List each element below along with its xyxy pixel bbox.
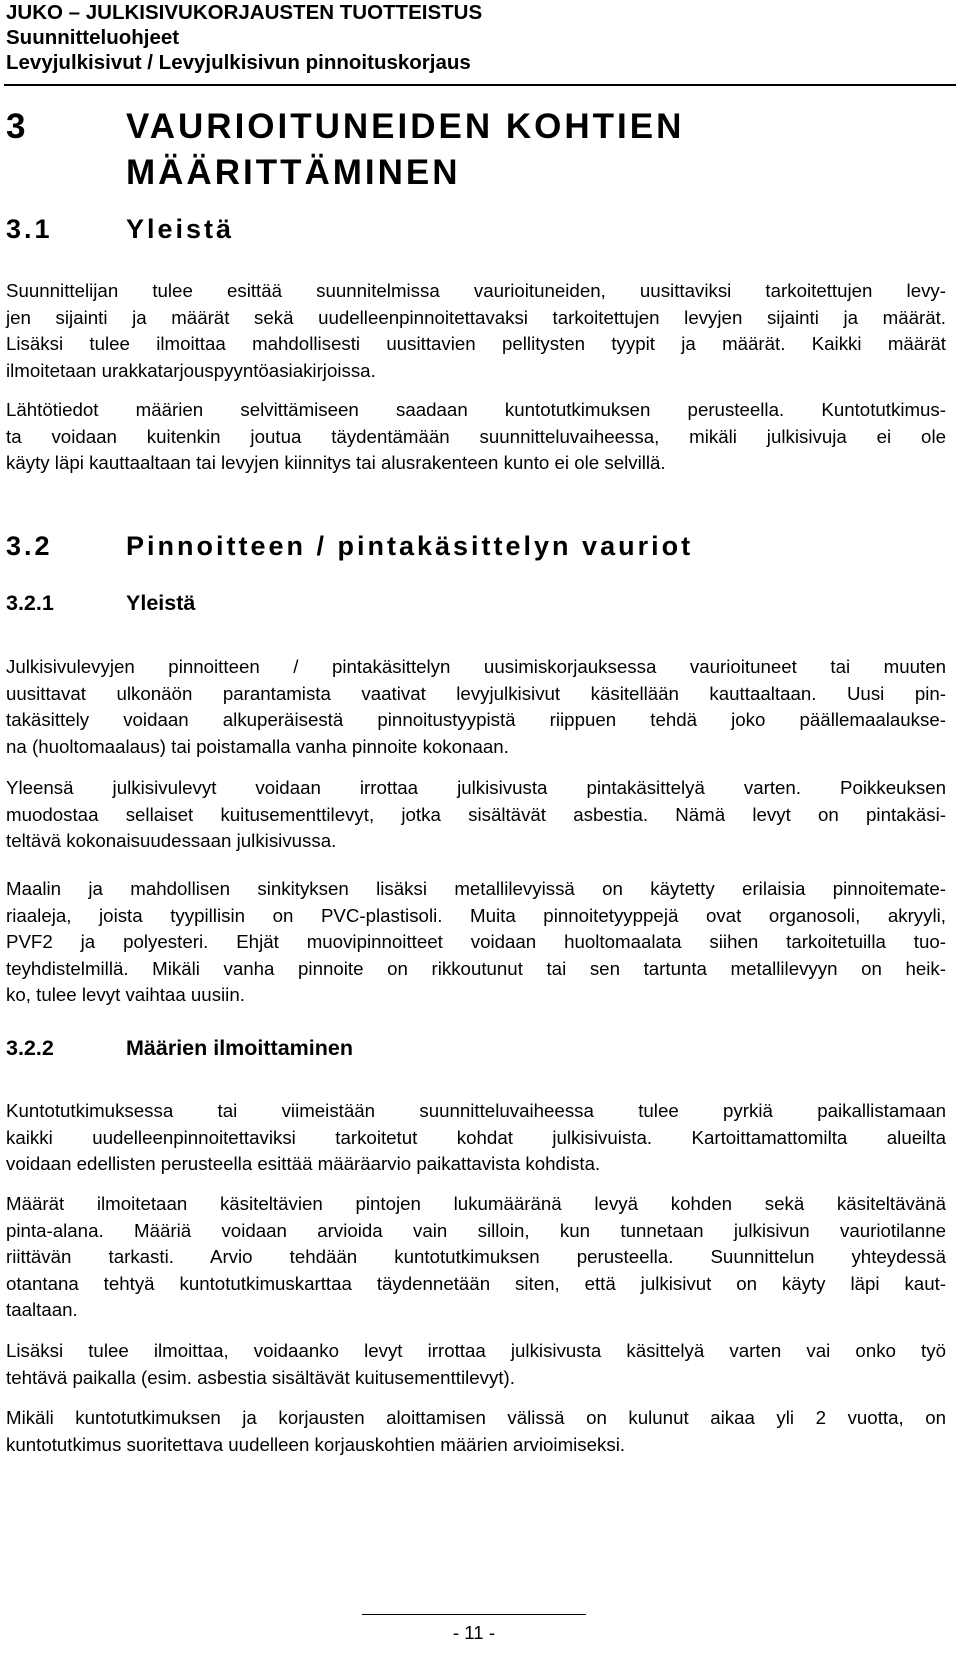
paragraph-3-1-b bbox=[6, 397, 946, 477]
text-line: riittävän tarkasti. Arvio tehdään kuntotutkimuksen perusteella. Suunnittelun yhteydessä bbox=[6, 1246, 946, 1267]
text-line: taaltaan. bbox=[6, 1299, 78, 1320]
subsection-number: 3.2.2 bbox=[6, 1036, 54, 1060]
subsection-number: 3.2.1 bbox=[6, 591, 54, 615]
header-line-2: Suunnitteluohjeet bbox=[6, 26, 180, 49]
text-line: uusittavat ulkonäön parantamista vaativat levyjulkisivut käsitellään kauttaaltaan. Uusi pin- bbox=[6, 682, 946, 704]
text-line: ta voidaan kuitenkin joutua täydentämään suunnitteluvaiheessa, mikäli julkisivuja ei ole bbox=[6, 425, 946, 447]
text-line: Lisäksi tulee ilmoittaa, voidaanko levyt irrottaa julkisivusta käsittelyä varten vai onko työ bbox=[6, 1340, 946, 1361]
footer-divider bbox=[362, 1614, 586, 1615]
text-line: Kuntotutkimuksessa tai viimeistään suunnitteluvaiheessa tulee pyrkiä paikallistamaan bbox=[6, 1100, 946, 1121]
text-line: ilmoitetaan urakkatarjouspyyntöasiakirjoissa. bbox=[6, 359, 376, 381]
paragraph-3-2-1-b bbox=[6, 775, 946, 855]
text-line: tehtävä paikalla (esim. asbestia sisältävät kuitusementtilevyt). bbox=[6, 1366, 515, 1388]
chapter-title: VAURIOITUNEIDEN KOHTIEN MÄÄRITTÄMINEN bbox=[126, 107, 685, 192]
paragraph-3-2-2-d bbox=[6, 1405, 946, 1458]
subsection-title: Yleistä bbox=[126, 591, 196, 615]
text-line: ko, tulee levyt vaihtaa uusiin. bbox=[6, 984, 245, 1005]
subsection-title: Määrien ilmoittaminen bbox=[126, 1036, 353, 1060]
text-line: Yleensä julkisivulevyt voidaan irrottaa julkisivusta pintakäsittelyä varten. Poikkeuksen bbox=[6, 777, 946, 798]
text-line: käyty läpi kauttaaltaan tai levyjen kiinnitys tai alusrakenteen kunto ei ole selvillä. bbox=[6, 452, 666, 473]
text-line: Maalin ja mahdollisen sinkityksen lisäksi metallilevyissä on käytetty erilaisia pinnoitemate- bbox=[6, 878, 946, 899]
text-line: jen sijainti ja määrät sekä uudelleenpinnoitettavaksi tarkoitettujen levyjen sijainti ja määrät. bbox=[6, 306, 946, 328]
chapter-number: 3 bbox=[6, 107, 29, 146]
text-line: teyhdistelmillä. Mikäli vanha pinnoite on rikkoutunut tai sen tartunta metallilevyyn on heik- bbox=[6, 957, 946, 979]
page-number: - 11 - bbox=[452, 1622, 496, 1643]
paragraph-3-2-1-a bbox=[6, 654, 946, 760]
running-header bbox=[6, 0, 956, 75]
text-line: kuntotutkimus suoritettava uudelleen korjauskohtien määrien arvioimiseksi. bbox=[6, 1433, 626, 1455]
text-line: voidaan edellisten perusteella esittää määräarvio paikattavista kohdista. bbox=[6, 1153, 601, 1174]
text-line: Määrät ilmoitetaan käsiteltävien pintojen lukumääränä levyä kohden sekä käsiteltävänä bbox=[6, 1193, 946, 1214]
text-line: Suunnittelijan tulee esittää suunnitelmissa vaurioituneiden, uusittaviksi tarkoitettujen levy- bbox=[6, 280, 946, 301]
text-line: otantana tehtyä kuntotutkimuskarttaa täydennetään siten, että julkisivut on käyty läpi kaut- bbox=[6, 1272, 946, 1294]
text-line: pinta-alana. Määriä voidaan arvioida vain silloin, kun tunnetaan julkisivun vauriotilanne bbox=[6, 1219, 946, 1241]
header-line-3: Levyjulkisivut / Levyjulkisivun pinnoituskorjaus bbox=[6, 51, 471, 74]
text-line: Julkisivulevyjen pinnoitteen / pintakäsittelyn uusimiskorjauksessa vaurioituneet tai muuten bbox=[6, 656, 946, 677]
paragraph-3-1-a bbox=[6, 278, 946, 384]
header-line-1: JUKO – JULKISIVUKORJAUSTEN TUOTTEISTUS bbox=[6, 1, 483, 24]
text-line: PVF2 ja polyesteri. Ehjät muovipinnoitteet voidaan huoltomaalata siihen tarkoitetuilla tuo- bbox=[6, 931, 946, 952]
paragraph-3-2-2-a bbox=[6, 1098, 946, 1178]
section-title: Pinnoitteen / pintakäsittelyn vauriot bbox=[126, 531, 694, 561]
text-line: riaaleja, joista tyypillisin on PVC-plastisoli. Muita pinnoitetyyppejä ovat organosoli, akryyli, bbox=[6, 904, 946, 926]
header-divider bbox=[4, 84, 956, 86]
section-title: Yleistä bbox=[126, 214, 235, 244]
text-line: muodostaa sellaiset kuitusementtilevyt, jotka sisältävät asbestia. Nämä levyt on pintakäsi- bbox=[6, 803, 946, 825]
text-line: teltävä kokonaisuudessaan julkisivussa. bbox=[6, 830, 337, 851]
section-number: 3.2 bbox=[6, 531, 53, 561]
section-number: 3.1 bbox=[6, 214, 53, 244]
paragraph-3-2-2-b bbox=[6, 1191, 946, 1324]
text-line: Lähtötiedot määrien selvittämiseen saadaan kuntotutkimuksen perusteella. Kuntotutkimus- bbox=[6, 399, 946, 420]
text-line: Mikäli kuntotutkimuksen ja korjausten aloittamisen välissä on kulunut aikaa yli 2 vuotta, on bbox=[6, 1407, 946, 1428]
text-line: kaikki uudelleenpinnoitettaviksi tarkoitetut kohdat julkisivuista. Kartoittamattomilta alueilta bbox=[6, 1126, 946, 1148]
paragraph-3-2-2-c bbox=[6, 1338, 946, 1391]
text-line: na (huoltomaalaus) tai poistamalla vanha pinnoite kokonaan. bbox=[6, 735, 509, 757]
text-line: takäsittely voidaan alkuperäisestä pinnoitustyypistä riippuen tehdä joko päällemaalaukse- bbox=[6, 709, 946, 730]
text-line: Lisäksi tulee ilmoittaa mahdollisesti uusittavien pellitysten tyypit ja määrät. Kaikki määrät bbox=[6, 333, 946, 354]
paragraph-3-2-1-c bbox=[6, 876, 946, 1009]
